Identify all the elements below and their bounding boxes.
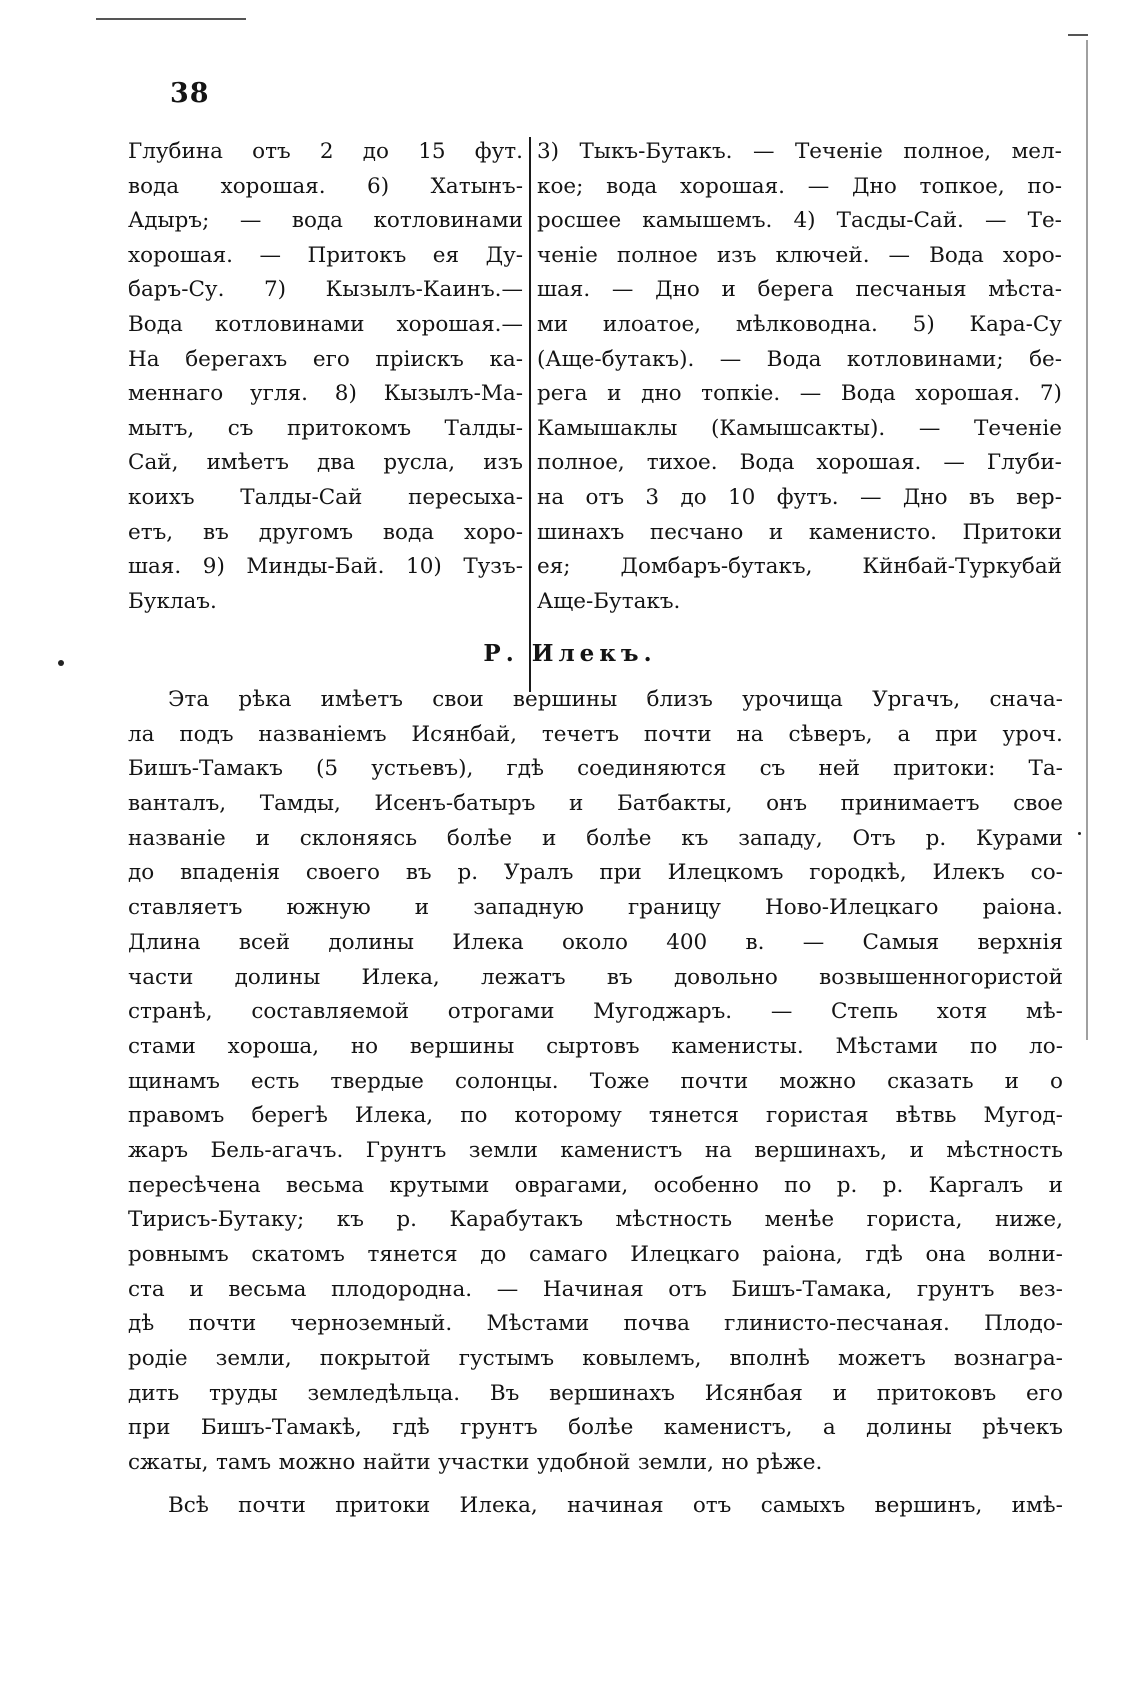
column-line: коихъ Талды-Сай пересыха- bbox=[128, 484, 523, 510]
paragraph-line: ванталъ, Тамды, Исенъ-батыръ и Батбакты, онъ принимаетъ свое bbox=[128, 791, 1063, 817]
paragraph-line: Эта рѣка имѣетъ свои вершины близъ урочища Ургачъ, снача- bbox=[168, 687, 1063, 712]
column-line: Аще-Бутакъ. bbox=[537, 588, 681, 614]
paragraph-line: Длина всей долины Илека около 400 в. — Самыя верхнія bbox=[128, 929, 1063, 955]
column-line: (Аще-бутакъ). — Вода котловинами; бе- bbox=[537, 346, 1062, 372]
column-line: кое; вода хорошая. — Дно топкое, по- bbox=[537, 173, 1062, 199]
paragraph-line: родіе земли, покрытой густымъ ковылемъ, вполнѣ можетъ вознагра- bbox=[128, 1346, 1063, 1372]
paragraph-line: ла подъ названіемъ Исянбай, течетъ почти на сѣверъ, а при уроч. bbox=[128, 721, 1063, 747]
scan-edge-rule bbox=[1086, 40, 1088, 1040]
column-line: баръ-Су. 7) Кызылъ-Каинъ.— bbox=[128, 277, 523, 303]
paragraph-line: дить труды земледѣльца. Въ вершинахъ Исянбая и притоковъ его bbox=[128, 1380, 1063, 1406]
column-line: на отъ 3 до 10 футъ. — Дно въ вер- bbox=[537, 484, 1062, 510]
column-line: Сай, имѣетъ два русла, изъ bbox=[128, 450, 523, 476]
column-line: вода хорошая. 6) Хатынъ- bbox=[128, 173, 523, 199]
column-line: полное, тихое. Вода хорошая. — Глуби- bbox=[537, 450, 1062, 476]
paragraph-line: части долины Илека, лежатъ въ довольно возвышенногористой bbox=[128, 964, 1063, 990]
column-line: Глубина отъ 2 до 15 фут. bbox=[128, 139, 523, 164]
paragraph-line: при Бишъ-Тамакѣ, гдѣ грунтъ болѣе каменистъ, а долины рѣчекъ bbox=[128, 1415, 1063, 1441]
column-line: Буклаъ. bbox=[128, 588, 217, 614]
section-title: Р. Илекъ. bbox=[483, 640, 657, 667]
paragraph-line: Тирисъ-Бутаку; къ р. Карабутакъ мѣстность менѣе гориста, ниже, bbox=[128, 1207, 1063, 1233]
scan-edge-tick bbox=[1068, 34, 1088, 36]
paragraph-line: стами хороша, но вершины сыртовъ каменисты. Мѣстами по ло- bbox=[128, 1033, 1063, 1059]
column-line: шая. 9) Минды-Бай. 10) Тузъ- bbox=[128, 554, 523, 580]
body-text bbox=[128, 683, 1063, 1524]
column-line: ми илоатое, мѣлководна. 5) Кара-Су bbox=[537, 311, 1062, 337]
paragraph-line: названіе и склоняясь болѣе и болѣе къ западу, Отъ р. Курами bbox=[128, 825, 1063, 851]
paragraph-line: дѣ почти черноземный. Мѣстами почва глинисто-песчаная. Плодо- bbox=[128, 1311, 1063, 1337]
column-line: Камышаклы (Камышсакты). — Теченіе bbox=[537, 415, 1062, 441]
column-line: ченіе полное изъ ключей. — Вода хоро- bbox=[537, 242, 1062, 268]
paragraph-1 bbox=[128, 683, 1063, 1481]
paragraph-line: щинамъ есть твердые солонцы. Тоже почти можно сказать и о bbox=[128, 1068, 1063, 1094]
column-divider bbox=[529, 137, 531, 692]
paragraph-line: правомъ берегѣ Илека, по которому тянется гористая вѣтвь Мугод- bbox=[128, 1103, 1063, 1129]
paragraph-line: ставляетъ южную и западную границу Ново-Илецкаго раіона. bbox=[128, 895, 1063, 921]
left-column bbox=[128, 135, 523, 692]
paragraph-line: пересѣчена весьма крутыми оврагами, особенно по р. р. Каргалъ и bbox=[128, 1172, 1063, 1198]
column-line: хорошая. — Притокъ ея Ду- bbox=[128, 242, 523, 268]
right-column bbox=[537, 135, 1062, 692]
paragraph-2 bbox=[128, 1489, 1063, 1524]
paragraph-line: ровнымъ скатомъ тянется до самаго Илецкаго раіона, гдѣ она волни- bbox=[128, 1242, 1063, 1267]
column-line: етъ, въ другомъ вода хоро- bbox=[128, 519, 523, 545]
column-line: шинахъ песчано и каменисто. Притоки bbox=[537, 519, 1062, 545]
column-line: Адыръ; — вода котловинами bbox=[128, 208, 523, 234]
column-line: шая. — Дно и берега песчаныя мѣста- bbox=[537, 277, 1062, 303]
column-line: На берегахъ его пріискъ ка- bbox=[128, 346, 523, 372]
paragraph-line: сжаты, тамъ можно найти участки удобной земли, но рѣже. bbox=[128, 1450, 823, 1476]
paragraph-line: Бишъ-Тамакъ (5 устьевъ), гдѣ соединяются съ ней притоки: Та- bbox=[128, 756, 1063, 782]
two-column-block bbox=[128, 135, 1063, 692]
page-number: 38 bbox=[170, 78, 210, 109]
scan-artifact-line bbox=[96, 18, 246, 20]
margin-mark bbox=[1078, 832, 1081, 835]
paragraph-line: ста и весьма плодородна. — Начиная отъ Бишъ-Тамака, грунтъ вез- bbox=[128, 1276, 1063, 1302]
column-line: 3) Тыкъ-Бутакъ. — Теченіе полное, мел- bbox=[537, 139, 1062, 164]
column-line: мытъ, съ притокомъ Талды- bbox=[128, 415, 523, 441]
column-line: рега и дно топкіе. — Вода хорошая. 7) bbox=[537, 381, 1062, 407]
paragraph-line: жаръ Бель-агачъ. Грунтъ земли каменистъ на вершинахъ, и мѣстность bbox=[128, 1137, 1063, 1163]
paragraph-line: странѣ, составляемой отрогами Мугоджаръ. — Степь хотя мѣ- bbox=[128, 999, 1063, 1025]
column-line: ея; Домбаръ-бутакъ, Кйнбай-Туркубай bbox=[537, 554, 1062, 580]
column-line: росшее камышемъ. 4) Тасды-Сай. — Те- bbox=[537, 208, 1062, 234]
paragraph-line: Всѣ почти притоки Илека, начиная отъ самыхъ вершинъ, имѣ- bbox=[168, 1492, 1063, 1518]
column-line: меннаго угля. 8) Кызылъ-Ма- bbox=[128, 381, 523, 407]
column-line: Вода котловинами хорошая.— bbox=[128, 311, 523, 337]
paragraph-line: до впаденія своего въ р. Уралъ при Илецкомъ городкѣ, Илекъ со- bbox=[128, 860, 1063, 886]
